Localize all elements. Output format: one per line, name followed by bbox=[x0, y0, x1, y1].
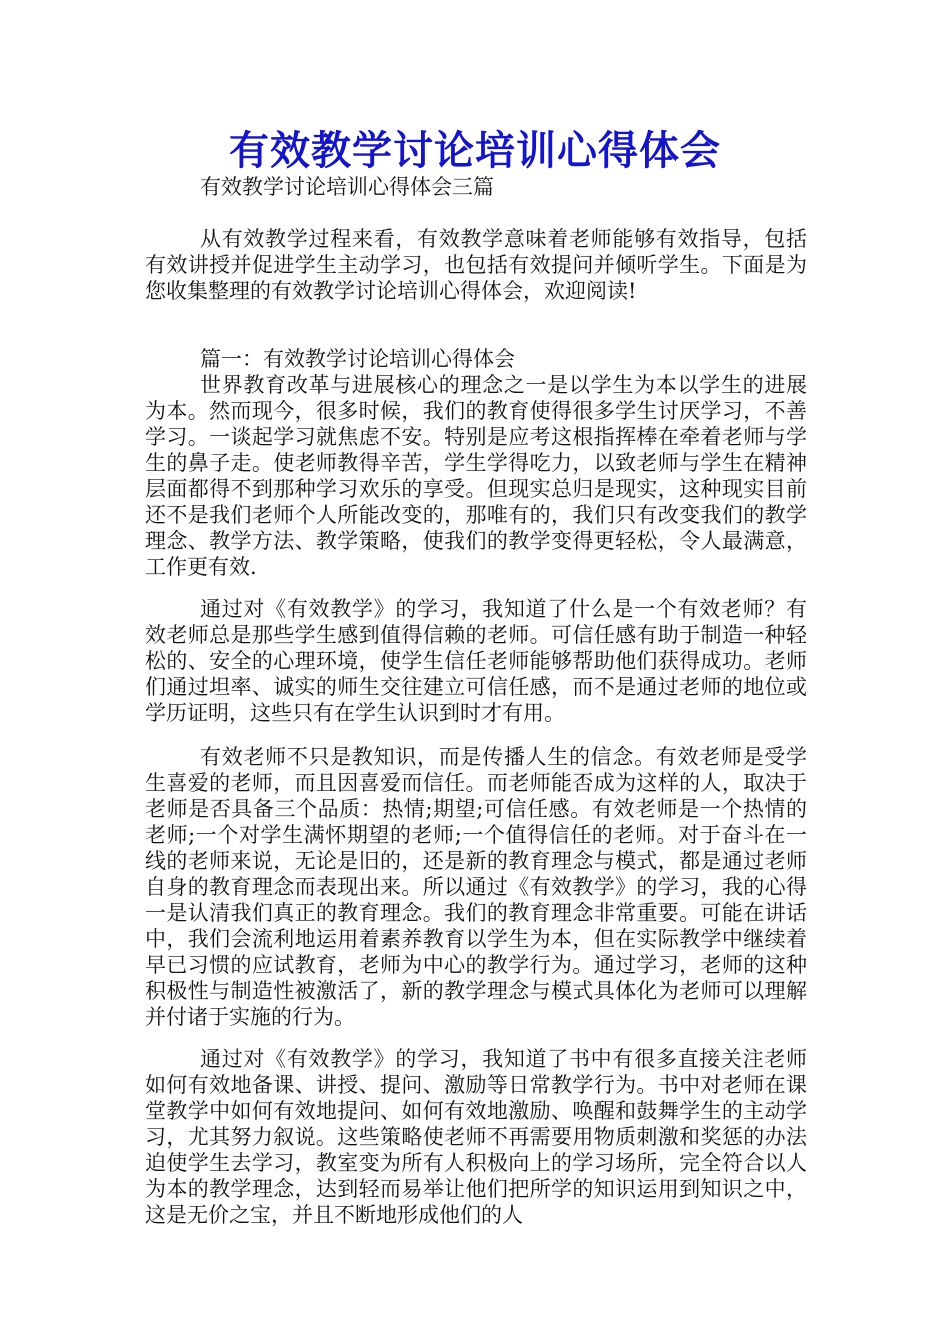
body-paragraph-2: 通过对《有效教学》的学习，我知道了什么是一个有效老师？有效老师总是那些学生感到值得信赖的老师。可信任感有助于制造一种轻松的、安全的心理环境，使学生信任老师能够帮助他们获得成功。老师们通过坦率、诚实的师生交往建立可信任感，而不是通过老师的地位或学历证明，这些只有在学生认识到时才有用。 bbox=[145, 597, 807, 725]
intro-paragraph: 从有效教学过程来看，有效教学意味着老师能够有效指导，包括有效讲授并促进学生主动学习，也包括有效提问并倾听学生。下面是为您收集整理的有效教学讨论培训心得体会，欢迎阅读! bbox=[145, 227, 807, 303]
document-subtitle: 有效教学讨论培训心得体会三篇 bbox=[200, 175, 494, 199]
body-paragraph-3: 有效老师不只是教知识，而是传播人生的信念。有效老师是受学生喜爱的老师，而且因喜爱而信任。而老师能否成为这样的人，取决于老师是否具备三个品质：热情;期望;可信任感。有效老师是一个热情的老师;一个对学生满怀期望的老师;一个值得信任的老师。对于奋斗在一线的老师来说，无论是旧的，还是新的教育理念与模式，都是通过老师自身的教育理念而表现出来。所以通过《有效教学》的学习，我的心得一是认清我们真正的教育理念。我们的教育理念非常重要。可能在讲话中，我们会流利地运用着素养教育以学生为本，但在实际教学中继续着早已习惯的应试教育，老师为中心的教学行为。通过学习，老师的这种积极性与制造性被激活了，新的教学理念与模式具体化为老师可以理解并付诸于实施的行为。 bbox=[145, 745, 807, 1029]
document-title: 有效教学讨论培训心得体会 bbox=[229, 128, 721, 174]
section-heading: 篇一：有效教学讨论培训心得体会 bbox=[200, 347, 515, 371]
body-paragraph-4: 通过对《有效教学》的学习，我知道了书中有很多直接关注老师如何有效地备课、讲授、提问、激励等日常教学行为。书中对老师在课堂教学中如何有效地提问、如何有效地激励、唤醒和鼓舞学生的主动学习，尤其努力叙说。这些策略使老师不再需要用物质刺激和奖惩的办法迫使学生去学习，教室变为所有人积极向上的学习场所，完全符合以人为本的教学理念，达到轻而易举让他们把所学的知识运用到知识之中，这是无价之宝，并且不断地形成他们的人 bbox=[145, 1047, 807, 1227]
body-paragraph-1: 世界教育改革与进展核心的理念之一是以学生为本以学生的进展为本。然而现今，很多时候，我们的教育使得很多学生讨厌学习，不善学习。一谈起学习就焦虑不安。特别是应考这根指挥棒在牵着老师与学生的鼻子走。使老师教得辛苦，学生学得吃力，以致老师与学生在精神层面都得不到那种学习欢乐的享受。但现实总归是现实，这种现实目前还不是我们老师个人所能改变的，那唯有的，我们只有改变我们的教学理念、教学方法、教学策略，使我们的教学变得更轻松，令人最满意，工作更有效. bbox=[145, 373, 807, 579]
